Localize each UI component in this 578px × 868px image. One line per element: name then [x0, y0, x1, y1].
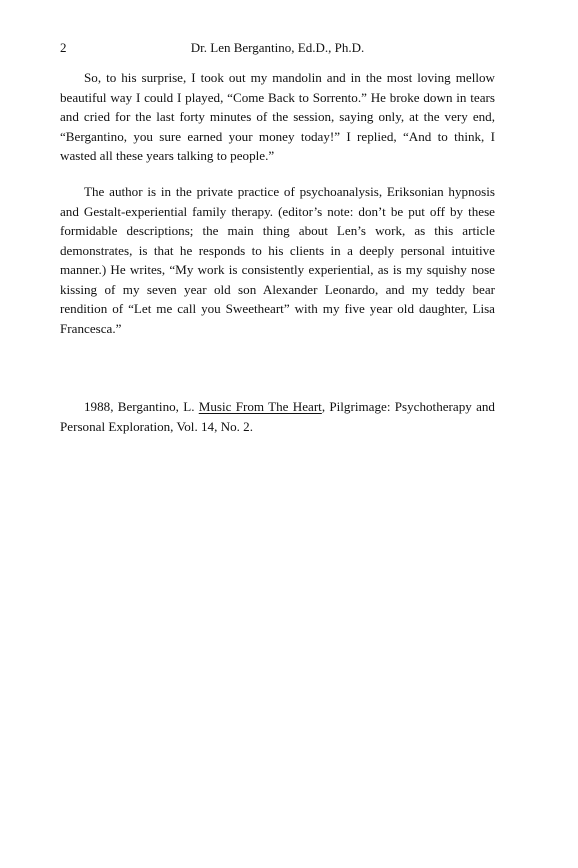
- paragraph-session-story: So, to his surprise, I took out my mandolin and in the most loving mellow beautiful way I could I played, “Come Back to Sorrento.” He broke down in tears and cried for the last forty minutes of the session, saying only, at the very end, “Bergantino, you sure earned your money today!” I replied, “And to think, I wasted all these years talking to people.”: [60, 70, 495, 163]
- page-number: 2: [60, 40, 67, 55]
- paragraph-author-bio: The author is in the private practice of psychoanalysis, Eriksonian hypnosis and Gestalt-experiential family therapy. (editor’s note: don’t be put off by these formidable descriptions; the main thing about Len’s work, as this article demonstrates, is that he responds to his clients in a deeply personal intuitive manner.) He writes, “My work is consistently experiential, as is my squishy nose kissing of my seven year old son Alexander Leonardo, and my teddy bear rendition of “Let me call you Sweetheart” with my five year old daughter, Lisa Francesca.”: [60, 184, 495, 336]
- citation-suffix: , Pilgrimage: Psychotherapy and Personal Exploration, Vol. 14, No. 2.: [60, 399, 495, 434]
- running-head: Dr. Len Bergantino, Ed.D., Ph.D.: [190, 40, 365, 55]
- citation: [60, 397, 495, 436]
- citation-prefix: 1988, Bergantino, L.: [84, 399, 199, 414]
- citation-title: Music From The Heart: [198, 399, 322, 414]
- page-header: [60, 39, 495, 57]
